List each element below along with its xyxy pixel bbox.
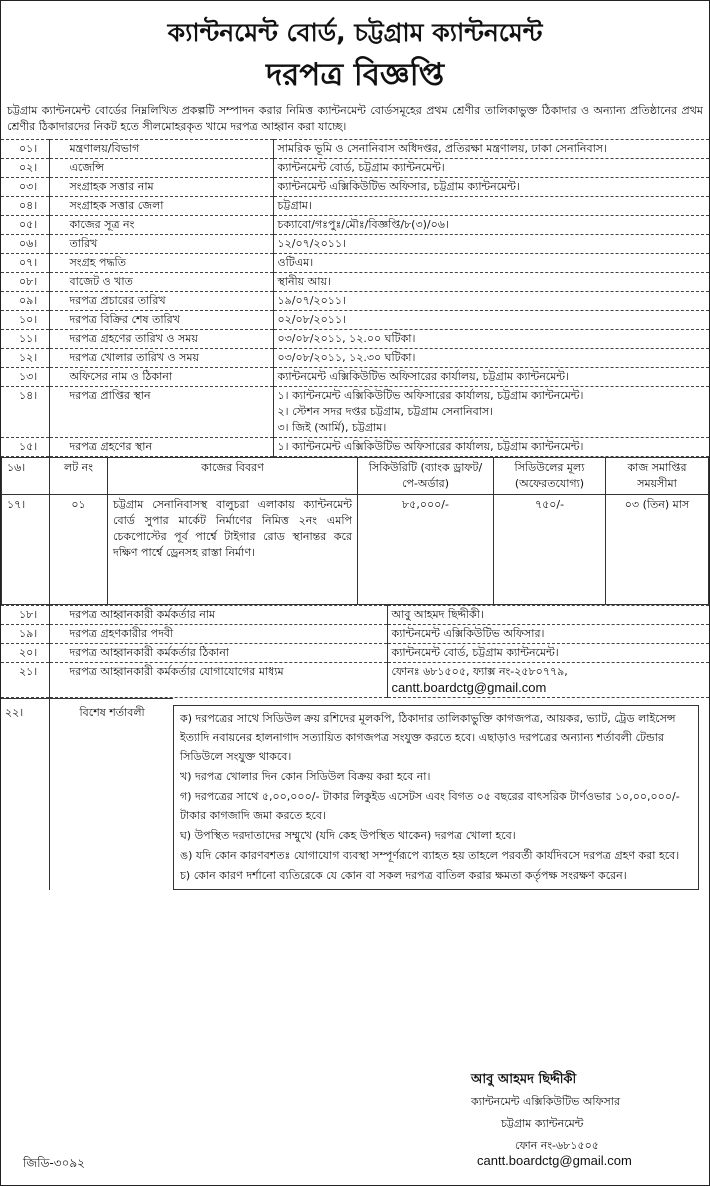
notice-title: ক্যান্টনমেন্ট বোর্ড, চট্টগ্রাম ক্যান্টনমেন্ট (167, 18, 543, 47)
conditions-box (173, 705, 699, 890)
schedule-value: ৭৫০/- (494, 495, 606, 605)
row-label: দরপত্র প্রাপ্তির স্থান (49, 387, 273, 438)
info-row (1, 159, 709, 178)
signatory-designation: ক্যান্টনমেন্ট এক্সিকিউটিভ অফিসার (471, 1095, 621, 1108)
info-row (1, 368, 709, 387)
info-row (1, 216, 709, 235)
row-label: দরপত্র আহ্বানকারী কর্মকর্তার নাম (49, 606, 387, 625)
info-row (1, 178, 709, 197)
row-value: ০৩/০৮/২০১১, ১২.০০ ঘটিকা। (273, 330, 709, 349)
info-row (1, 311, 709, 330)
row-label: দরপত্র খোলার তারিখ ও সময় (49, 349, 273, 368)
signatory-email[interactable]: cantt.boardctg@gmail.com (477, 1153, 632, 1168)
signature-block (471, 1069, 620, 1157)
collection-place: ৩। জিই (আর্মি), চট্টগ্রাম। (277, 421, 387, 434)
row-value: ক্যান্টনমেন্ট এক্সিকিউটিভ অফিসারের কার্যালয়, চট্টগ্রাম ক্যান্টনমেন্ট। (273, 368, 709, 387)
info-row (1, 663, 709, 698)
row-label: দরপত্র আহ্বানকারী কর্মকর্তার যোগাযোগের মাধ্যম (49, 663, 387, 698)
row-value (273, 387, 709, 438)
row-value: ১। ক্যান্টনমেন্ট এক্সিকিউটিভ অফিসারের কার্যালয়, চট্টগ্রাম ক্যান্টনমেন্ট। (273, 438, 709, 457)
row-num: ১০। (1, 311, 49, 330)
col-desc: কাজের বিবরণ (108, 458, 358, 495)
row-label: দরপত্র গ্রহণের তারিখ ও সময় (49, 330, 273, 349)
notice-intro: চট্টগ্রাম ক্যান্টনমেন্ট বোর্ডের নিম্নলিখিত প্রকল্পটি সম্পাদন করার নিমিত্ত ক্যান্টনমেন্ট বোর্ডসমূহের প্রথম শ্রেণীর তালিকাভুক্ত ঠিকাদার ও অন্যান্য প্রতিষ্ঠানের প্রথম শ্রেণীর ঠিকাদারদের নিকট হতে সীলমোহরকৃত খামে দরপত্র আহ্বান করা যাচ্ছে। (7, 104, 703, 133)
row-value: ক্যান্টনমেন্ট বোর্ড, চট্টগ্রাম ক্যান্টনমেন্ট। (387, 644, 709, 663)
row-label: দরপত্র গ্রহণের স্থান (49, 438, 273, 457)
info-row (1, 330, 709, 349)
row-num: ১৪। (1, 387, 49, 438)
signatory-phone: ফোন নং-৬৮১৫০৫ (515, 1139, 599, 1152)
works-table (1, 457, 709, 605)
works-data-row (2, 495, 709, 605)
conditions-num: ২২। (1, 699, 49, 890)
row-value: ০৩/০৮/২০১১, ১২.৩০ ঘটিকা। (273, 349, 709, 368)
row-label: দরপত্র প্রচারের তারিখ (49, 292, 273, 311)
row-value: ০২/০৮/২০১১। (273, 311, 709, 330)
contact-email[interactable]: cantt.boardctg@gmail.com (391, 680, 547, 695)
row-num: ০৬। (1, 235, 49, 254)
info-row (1, 197, 709, 216)
conditions-label: বিশেষ শর্তাবলী (79, 706, 145, 719)
info-row (1, 606, 709, 625)
contact-phone-fax: ফোনঃ ৬৮১৫০৫, ফ্যাক্স নং-২৫৮০৭৭৯, (391, 665, 568, 678)
row-value (387, 663, 709, 698)
info-table-2 (1, 605, 709, 698)
info-row (1, 625, 709, 644)
row-value: স্থানীয় আয়। (273, 273, 709, 292)
info-row (1, 273, 709, 292)
row-num: ০১। (1, 140, 49, 159)
info-row (1, 140, 709, 159)
row-label: এজেন্সি (49, 159, 273, 178)
row-value: চট্টগ্রাম। (273, 197, 709, 216)
row-num: ১৯। (1, 625, 49, 644)
works-row-num: ১৭। (2, 495, 50, 605)
row-label: কাজের সূত্র নং (49, 216, 273, 235)
col-deadline: কাজ সমাপ্তির সময়সীমা (606, 458, 709, 495)
lot-value: ০১ (50, 495, 108, 605)
row-value: ১২/০৭/২০১১। (273, 235, 709, 254)
row-value: ক্যান্টনমেন্ট এক্সিকিউটিভ অফিসার, চট্টগ্রাম ক্যান্টনমেন্ট। (273, 178, 709, 197)
condition-item: গ) দরপত্রের সাথে ৫,০০,০০০/- টাকার লিকুইড এসেটস এবং বিগত ০৫ বছরের বাৎসরিক টার্ণওভার ১০,০০,০০০/- টাকার কাগজাদি জমা করতে হবে। (180, 789, 680, 822)
info-row (1, 292, 709, 311)
row-label: দরপত্র আহ্বানকারী কর্মকর্তার ঠিকানা (49, 644, 387, 663)
row-num: ১৫। (1, 438, 49, 457)
works-header-num: ১৬। (2, 458, 50, 495)
row-label: সংগ্রাহক সত্তার জেলা (49, 197, 273, 216)
works-header-row (2, 458, 709, 495)
deadline-value: ০৩ (তিন) মাস (606, 495, 709, 605)
collection-place: ১। ক্যান্টনমেন্ট এক্সিকিউটিভ অফিসারের কার্যালয়, চট্টগ্রাম ক্যান্টনমেন্ট। (277, 389, 584, 402)
row-num: ২১। (1, 663, 49, 698)
info-row (1, 235, 709, 254)
row-value: ক্যান্টনমেন্ট এক্সিকিউটিভ অফিসার। (387, 625, 709, 644)
info-table (1, 139, 709, 457)
row-num: ০৫। (1, 216, 49, 235)
collection-place: ২। স্টেশন সদর দপ্তর চট্টগ্রাম, চট্টগ্রাম সেনানিবাস। (277, 405, 494, 418)
condition-item: ক) দরপত্রের সাথে সিডিউল ক্রয় রশিদের মূলকপি, ঠিকাদার তালিকাভুক্তি কাগজপত্র, আয়কর, ভ্যাট, ট্রেড লাইসেন্স ইত্যাদি নবায়নের হালনাগাদ সত্যায়িত কাগজপত্র সংযুক্ত করতে হবে। এছাড়াও দরপত্রের অন্যান্য শর্তাবলী টেন্ডার সিডিউলে সংযুক্ত থাকবে। (180, 711, 676, 763)
row-label: সংগ্রাহক সত্তার নাম (49, 178, 273, 197)
row-label: দরপত্র বিক্রির শেষ তারিখ (49, 311, 273, 330)
condition-item: খ) দরপত্র খোলার দিন কোন সিডিউল বিক্রয় করা হবে না। (180, 769, 431, 783)
row-num: ০৯। (1, 292, 49, 311)
row-num: ১২। (1, 349, 49, 368)
col-schedule: সিডিউলের মূল্য (অফেরতযোগ্য) (494, 458, 606, 495)
row-num: ১৮। (1, 606, 49, 625)
desc-value: চট্টগ্রাম সেনানিবাসস্থ বালুচরা এলাকায় ক্যান্টনমেন্ট বোর্ড সুপার মার্কেট নির্মাণের নিমিত্ত ২নং এমপি চেকপোস্টের পূর্ব পার্শ্বে টাইগার রোড স্থানান্তর করে দক্ষিণ পার্শ্বে ড্রেনসহ রাস্তা নির্মাণ। (108, 495, 358, 605)
row-num: ১১। (1, 330, 49, 349)
notice-subtitle: দরপত্র বিজ্ঞপ্তি (265, 57, 445, 93)
row-label: সংগ্রহ পদ্ধতি (49, 254, 273, 273)
row-value: ক্যান্টনমেন্ট বোর্ড, চট্টগ্রাম ক্যান্টনমেন্ট। (273, 159, 709, 178)
gd-number: জিডি-৩০৯২ (23, 1156, 85, 1170)
row-num: ০২। (1, 159, 49, 178)
conditions-table (1, 698, 709, 890)
row-num: ১৩। (1, 368, 49, 387)
col-security: সিকিউরিটি (ব্যাংক ড্রাফট/পে-অর্ডার) (358, 458, 494, 495)
signatory-location: চট্টগ্রাম ক্যান্টনমেন্ট (501, 1117, 584, 1130)
row-num: ০৮। (1, 273, 49, 292)
row-label: বাজেট ও খাত (49, 273, 273, 292)
condition-item: ঙ) যদি কোন কারণবশতঃ যোগাযোগ ব্যবস্থা সম্পূর্ণরূপে ব্যাহত হয় তাহলে পরবর্তী কার্যদিবসে দরপত্র গ্রহণ করা হবে। (180, 848, 680, 862)
col-lot: লট নং (50, 458, 108, 495)
security-value: ৮৫,০০০/- (358, 495, 494, 605)
info-row (1, 349, 709, 368)
row-label: দরপত্র গ্রহণকারীর পদবী (49, 625, 387, 644)
row-label: অফিসের নাম ও ঠিকানা (49, 368, 273, 387)
info-row (1, 254, 709, 273)
row-label: তারিখ (49, 235, 273, 254)
row-num: ২০। (1, 644, 49, 663)
row-num: ০৭। (1, 254, 49, 273)
row-value: সামরিক ভূমি ও সেনানিবাস অধিদপ্তর, প্রতিরক্ষা মন্ত্রণালয়, ঢাকা সেনানিবাস। (273, 140, 709, 159)
row-value: চক্যাবো/গঃপুঃ/মৌঃ/বিজ্ঞপ্তি/৮(৩)/০৬। (273, 216, 709, 235)
row-num: ০৩। (1, 178, 49, 197)
row-value: আবু আহমদ ছিদ্দীকী। (387, 606, 709, 625)
row-label: মন্ত্রণালয়/বিভাগ (49, 140, 273, 159)
condition-item: ঘ) উপস্থিত দরদাতাদের সম্মুখে (যদি কেহ উপস্থিত থাকেন) দরপত্র খোলা হবে। (180, 828, 516, 842)
row-value: ১৯/০৭/২০১১। (273, 292, 709, 311)
condition-item: চ) কোন কারণ দর্শানো ব্যতিরেকে যে কোন বা সকল দরপত্র বাতিল করার ক্ষমতা কর্তৃপক্ষ সংরক্ষণ করেন। (180, 868, 627, 882)
info-row (1, 644, 709, 663)
signatory-name: আবু আহমদ ছিদ্দীকী (471, 1072, 577, 1087)
row-num: ০৪। (1, 197, 49, 216)
info-row (1, 438, 709, 457)
info-row (1, 387, 709, 438)
row-value: ওটিএম। (273, 254, 709, 273)
